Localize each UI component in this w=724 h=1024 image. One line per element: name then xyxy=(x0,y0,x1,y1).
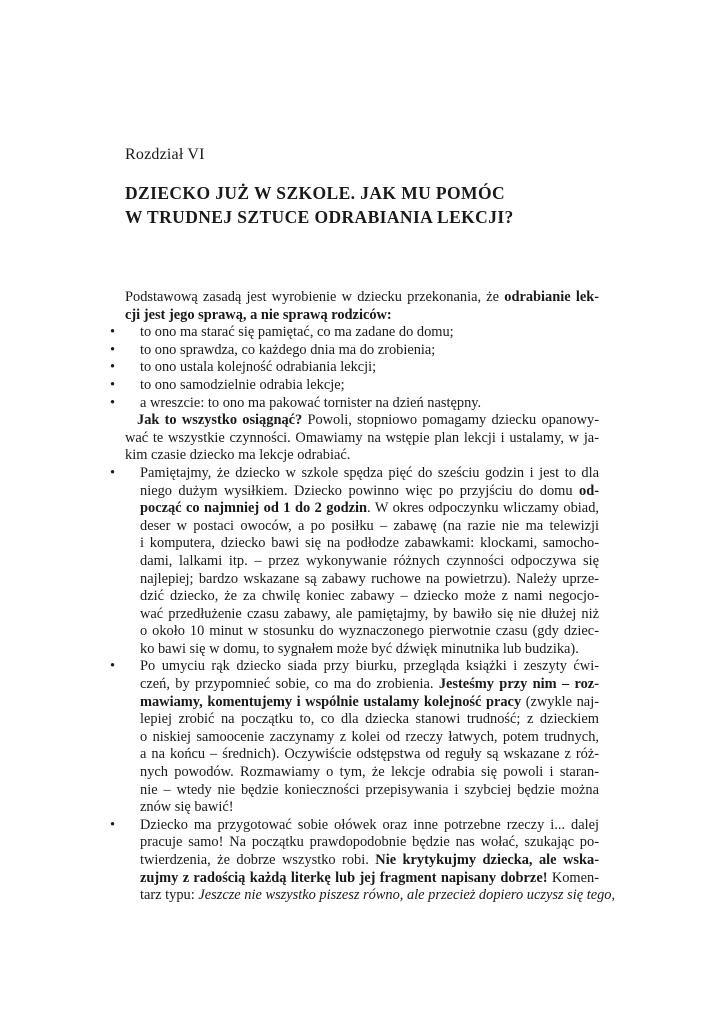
text-run: nie – wtedy nie będzie konieczności przepisywania i szybciej będzie można xyxy=(140,781,599,798)
text-line xyxy=(125,729,599,747)
text-run: Dziecko ma przygotować sobie ołówek oraz inne potrzebne rzeczy i... dalej xyxy=(140,816,599,833)
text-run: o niskiej samoocenie zaczynamy z kolei od rzeczy łatwych, potem trudnych, xyxy=(140,728,599,745)
list-item: • to ono samodzielnie odrabia lekcje; xyxy=(125,377,599,395)
text-run: twierdzenia, że dobrze wszystko robi. xyxy=(140,852,376,868)
text-line xyxy=(125,606,599,624)
text-line xyxy=(125,500,599,518)
text-line xyxy=(125,518,599,536)
text-run: Powoli, stopniowo pomagamy dziecku opanowy- xyxy=(302,412,599,429)
text-run: najlepiej; bardzo wskazane są zabawy ruchowe na powietrzu). Należy uprze- xyxy=(140,570,599,587)
text-line xyxy=(125,588,599,606)
text-line xyxy=(125,571,599,589)
text-run: tarz typu: xyxy=(140,887,199,904)
text-run: dami, lalkami itp. – przez wykonywanie różnych czynności odpoczywa się xyxy=(140,552,599,569)
text-line xyxy=(125,764,599,782)
bullet-paragraph xyxy=(125,465,599,659)
text-run: (zwykle naj- xyxy=(521,693,599,710)
list-item: • to ono ma starać się pamiętać, co ma zadane do domu; xyxy=(125,324,599,342)
text-line xyxy=(125,852,599,870)
text-line xyxy=(125,870,599,888)
text-line xyxy=(125,412,599,430)
text-run: . W okres odpoczynku wliczamy obiad, xyxy=(367,500,599,517)
text-line xyxy=(125,641,599,659)
text-line xyxy=(125,483,599,501)
text-run: Po umyciu rąk dziecko siada przy biurku, przegląda książki i zeszyty ćwi- xyxy=(140,658,599,675)
text-run: dzić dziecko, że za chwilę koniec zabawy – dziecko może z nami negocjo- xyxy=(140,588,599,605)
text-run: deser w postaci owoców, a po posiłku – zabawę (na razie nie ma telewizji xyxy=(140,517,599,534)
body-text xyxy=(125,289,616,905)
text-line xyxy=(125,834,599,852)
text-run: ko bawi się w domu, to sygnałem może być dźwięk minutnika lub budzika). xyxy=(140,640,579,657)
text-run: i komputera, dziecko bawi się na podłodze zabawkami: klockami, samocho- xyxy=(140,535,599,552)
text-run: Komen- xyxy=(547,869,599,886)
text-run: Podstawową zasadą jest wyrobienie w dziecku przekonania, że xyxy=(125,289,505,305)
bold-text: cji jest jego sprawą, a nie sprawą rodziców: xyxy=(125,306,392,323)
text-run: lepiej zrobić na początku to, co dla dziecka stanowi trudność; z dzieckiem xyxy=(140,711,599,728)
text-run: pracuje samo! Na początku prawdopodobnie będzie nas wołać, szukając po- xyxy=(140,834,599,851)
text-run: czeń, by przypomnieć sobie, co ma do zrobienia. xyxy=(140,676,439,693)
bold-text: zujmy z radością każdą literkę lub jej fragment napisany dobrze! xyxy=(140,869,548,886)
bold-text: Jesteśmy przy nim – roz- xyxy=(438,676,599,693)
bold-text: począć co najmniej od 1 do 2 godzin xyxy=(140,500,368,517)
bold-text: Jak to wszystko osiągnąć? xyxy=(137,412,303,429)
text-line xyxy=(125,289,599,307)
text-run: kim czasie dziecko ma lekcje odrabiać. xyxy=(125,447,351,464)
text-line xyxy=(125,553,599,571)
text-run: a na końcu – średnich). Oczywiście odstępstwa od reguły są wskazane z róż- xyxy=(140,746,599,763)
bold-text: Nie krytykujmy dziecka, ale wska- xyxy=(375,852,599,868)
text-run: Pamiętajmy, że dziecko w szkole spędza pięć do sześciu godzin i jest to dla xyxy=(140,464,599,481)
text-line xyxy=(125,623,599,641)
text-line xyxy=(125,887,616,905)
chapter-title-line: W TRUDNEJ SZTUCE ODRABIANIA LEKCJI? xyxy=(125,207,514,227)
text-run: o około 10 minut w stosunku do wyznaczonego pierwotnie czasu (gdy dziec- xyxy=(140,623,599,640)
text-line xyxy=(125,535,599,553)
text-run: niego dużym wysiłkiem. Dziecko powinno więc po przyjściu do domu xyxy=(140,482,579,499)
rules-list xyxy=(125,324,599,412)
text-run: wać te wszystkie czynności. Omawiamy na wstępie plan lekcji i ustalamy, w ja- xyxy=(125,429,599,446)
bullet-paragraph xyxy=(125,658,599,816)
text-run: wać przedłużenie czasu zabawy, ale pamiętajmy, by bawiło się nie dłużej niż xyxy=(140,605,599,622)
intro-paragraph xyxy=(125,289,599,324)
bold-text: mawiamy, komentujemy i wspólnie ustalamy kolejność pracy xyxy=(140,693,522,710)
text-line xyxy=(125,465,599,483)
italic-text: Jeszcze nie wszystko piszesz równo, ale przecież dopiero uczysz się tego, xyxy=(198,887,616,904)
chapter-label: Rozdział VI xyxy=(125,146,205,163)
paragraph xyxy=(125,412,599,465)
bullet-paragraph xyxy=(125,816,616,905)
chapter-title xyxy=(125,181,605,229)
text-line xyxy=(125,447,599,465)
list-item: • to ono sprawdza, co każdego dnia ma do zrobienia; xyxy=(125,342,599,360)
text-run: znów się bawić! xyxy=(140,799,234,816)
text-line xyxy=(125,676,599,694)
text-line xyxy=(125,658,599,676)
bold-text: odrabianie lek- xyxy=(504,289,599,305)
list-item: • to ono ustala kolejność odrabiania lekcji; xyxy=(125,359,599,377)
text-line xyxy=(125,746,599,764)
text-line xyxy=(125,817,599,835)
text-run: nych powodów. Rozmawiamy o tym, że lekcje odrabia się powoli i staran- xyxy=(140,764,599,781)
text-line xyxy=(125,799,599,817)
text-line xyxy=(125,307,599,325)
chapter-title-line: DZIECKO JUŻ W SZKOLE. JAK MU POMÓC xyxy=(125,183,506,203)
list-item: • a wreszcie: to ono ma pakować tornister na dzień następny. xyxy=(125,395,599,413)
text-line xyxy=(125,782,599,800)
bold-text: od- xyxy=(579,482,599,499)
text-line xyxy=(125,711,599,729)
text-line xyxy=(125,694,599,712)
text-line xyxy=(125,430,599,448)
